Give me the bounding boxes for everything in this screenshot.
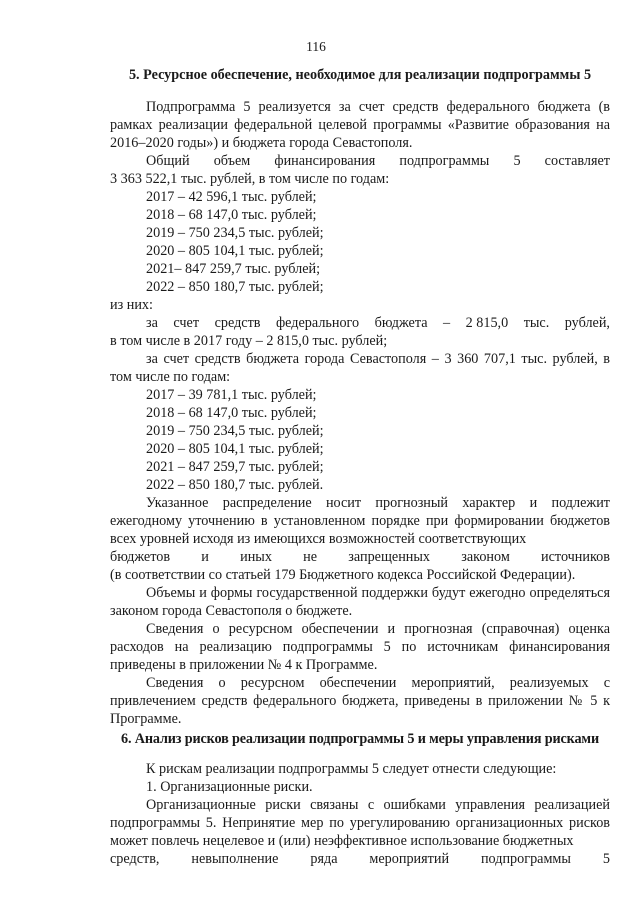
years-total-list <box>110 188 610 296</box>
justified-word: подпрограммы <box>480 851 571 867</box>
year-total-item: 2017 – 42 596,1 тыс. рублей; <box>146 189 317 205</box>
distribution-justified-line <box>110 548 610 566</box>
justified-word: невыполнение <box>191 851 279 867</box>
justified-word: объем <box>213 153 251 169</box>
justified-word: и <box>201 549 209 565</box>
year-total-item: 2019 – 750 234,5 тыс. рублей; <box>146 225 324 241</box>
year-total-item: 2020 – 805 104,1 тыс. рублей; <box>146 243 324 259</box>
justified-word: мероприятий <box>369 851 450 867</box>
justified-word: запрещенных <box>348 549 431 565</box>
justified-word: за <box>146 315 158 331</box>
distribution-paragraph: Указанное распределение носит прогнозный характер и подлежит ежегодному уточнению в установленном порядке при формировании бюджетов всех уровней исходя из имеющихся возможностей соответствующих <box>110 495 610 547</box>
justified-word: не <box>303 549 318 565</box>
appendix-4-paragraph: Сведения о ресурсном обеспечении и прогнозная (справочная) оценка расходов на реализацию подпрограммы 5 по источникам финансирования приведены в приложении № 4 к Программе. <box>110 621 610 673</box>
justified-word: средств, <box>110 851 160 867</box>
city-funding-paragraph: за счет средств бюджета города Севастополя – 3 360 707,1 тыс. рублей, в том числе по годам: <box>110 351 610 385</box>
justified-word: источников <box>541 549 610 565</box>
years-city-list <box>110 386 610 494</box>
year-total-item: 2021– 847 259,7 тыс. рублей; <box>146 261 321 277</box>
org-risks-paragraph: Организационные риски связаны с ошибками управления реализацией подпрограммы 5. Непринятие мер по урегулированию организационных рисков может повлечь нецелевое и (или) неэффективное использование бюджетных <box>110 797 610 849</box>
justified-word: иных <box>240 549 272 565</box>
year-city-item: 2017 – 39 781,1 тыс. рублей; <box>146 387 317 403</box>
total-funding-line-1 <box>110 152 610 170</box>
year-city-item: 2019 – 750 234,5 тыс. рублей; <box>146 423 324 439</box>
section-6-heading: 6. Анализ рисков реализации подпрограммы 5 и меры управления рисками <box>121 731 599 747</box>
risks-intro-paragraph: К рискам реализации подпрограммы 5 следует отнести следующие: <box>146 761 557 777</box>
justified-word: счет <box>173 315 200 331</box>
year-total-item: 2022 – 850 180,7 тыс. рублей; <box>146 279 324 295</box>
justified-word: бюджетов <box>110 549 171 565</box>
org-risks-justified-line <box>110 850 610 868</box>
justified-word: 2 815,0 <box>465 315 509 331</box>
justified-word: составляет <box>544 153 610 169</box>
year-city-item: 2022 – 850 180,7 тыс. рублей. <box>146 477 324 493</box>
justified-word: федерального <box>275 315 360 331</box>
distribution-end: (в соответствии со статьей 179 Бюджетного кодекса Российской Федерации). <box>110 567 576 583</box>
section-5-heading: 5. Ресурсное обеспечение, необходимое для реализации подпрограммы 5 <box>128 67 592 83</box>
year-city-item: 2020 – 805 104,1 тыс. рублей; <box>146 441 324 457</box>
risk-1-label: 1. Организационные риски. <box>146 779 313 795</box>
year-total-item: 2018 – 68 147,0 тыс. рублей; <box>146 207 317 223</box>
justified-word: бюджета <box>374 315 428 331</box>
page-number: 116 <box>306 39 326 54</box>
justified-word: Общий <box>146 153 190 169</box>
justified-word: финансирования <box>274 153 376 169</box>
justified-word: рублей, <box>564 315 610 331</box>
intro-paragraph: Подпрограмма 5 реализуется за счет средств федерального бюджета (в рамках реализации федеральной целевой программы «Развитие образования на 2016–2020 годы») и бюджета города Севастополя. <box>110 99 610 151</box>
federal-funding-line-2: в том числе в 2017 году – 2 815,0 тыс. рублей; <box>110 333 388 349</box>
document-body <box>110 66 610 868</box>
justified-word: 5 <box>513 153 521 169</box>
federal-funding-line-1 <box>110 314 610 332</box>
year-city-item: 2021 – 847 259,7 тыс. рублей; <box>146 459 324 475</box>
justified-word: 5 <box>602 851 610 867</box>
justified-word: законом <box>461 549 510 565</box>
justified-word: подпрограммы <box>399 153 490 169</box>
appendix-5-paragraph: Сведения о ресурсном обеспечении мероприятий, реализуемых с привлечением средств федерального бюджета, приведены в приложении № 5 к Программе. <box>110 675 610 727</box>
state-support-paragraph: Объемы и формы государственной поддержки будут ежегодно определяться законом города Севастополя о бюджете. <box>110 585 610 619</box>
justified-word: – <box>443 315 451 331</box>
of-them-label: из них: <box>110 297 153 313</box>
justified-word: средств <box>214 315 261 331</box>
justified-word: ряда <box>310 851 338 867</box>
justified-word: тыс. <box>523 315 550 331</box>
total-funding-line-2: 3 363 522,1 тыс. рублей, в том числе по годам: <box>110 171 390 187</box>
year-city-item: 2018 – 68 147,0 тыс. рублей; <box>146 405 317 421</box>
